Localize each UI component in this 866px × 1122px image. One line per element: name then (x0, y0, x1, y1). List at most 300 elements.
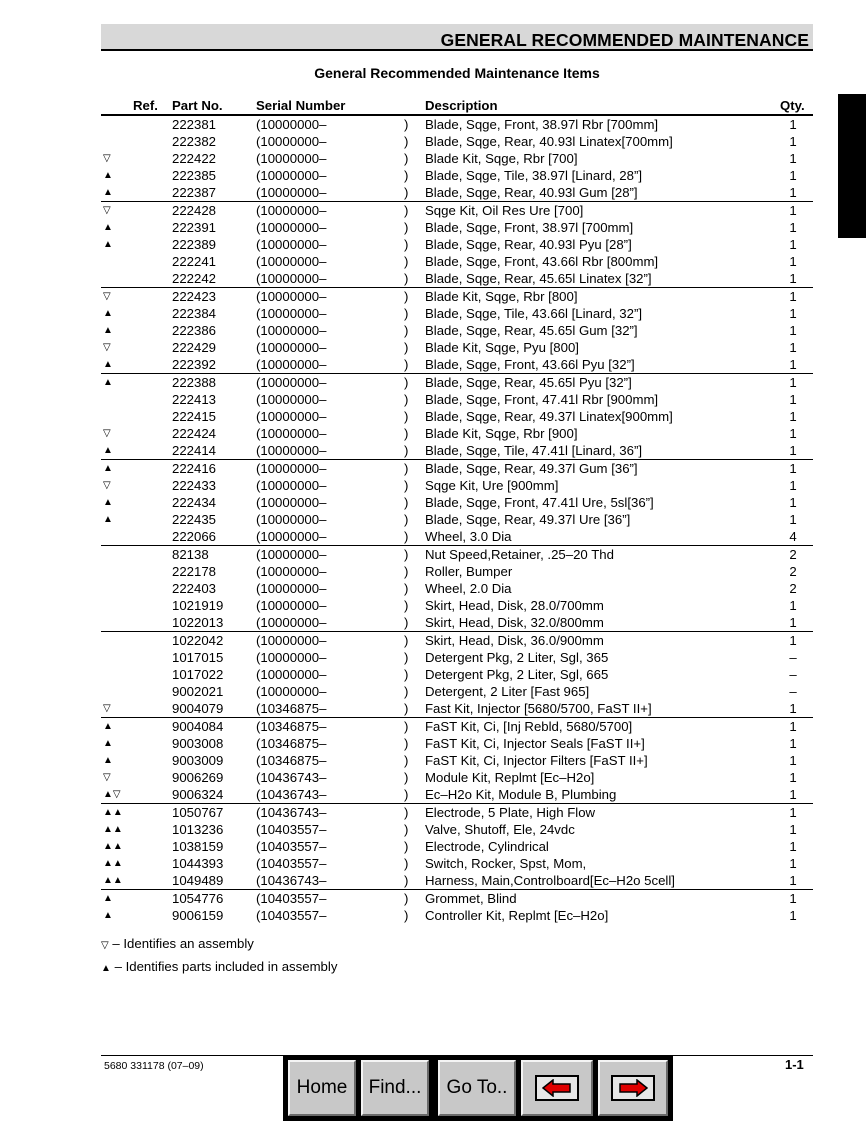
quantity: 1 (789, 117, 797, 132)
legend-assembly (101, 936, 254, 951)
quantity: 1 (789, 409, 797, 424)
ref-symbol: ▲ (103, 187, 113, 198)
description: Skirt, Head, Disk, 36.0/900mm (425, 633, 604, 648)
table-row (101, 511, 813, 528)
serial-close: ) (404, 719, 409, 734)
table-row (101, 477, 813, 494)
serial-number: (10403557– (256, 856, 327, 871)
serial-number: (10000000– (256, 684, 327, 699)
serial-number: (10403557– (256, 822, 327, 837)
description: Blade, Sqge, Front, 38.97l Rbr [700mm] (425, 117, 659, 132)
description: Blade, Sqge, Rear, 40.93l Gum [28”] (425, 185, 638, 200)
home-button[interactable]: Home (288, 1060, 356, 1116)
serial-close: ) (404, 547, 409, 562)
quantity: 1 (789, 323, 797, 338)
ref-symbol: ▲ (103, 377, 113, 388)
part-number: 222392 (172, 357, 217, 372)
table-row (101, 425, 813, 442)
serial-close: ) (404, 529, 409, 544)
ref-symbol: ▲ (103, 514, 113, 525)
serial-number: (10000000– (256, 340, 327, 355)
ref-symbol: ▲ (103, 359, 113, 370)
ref-symbol: ▽ (103, 428, 111, 439)
quantity: 1 (789, 822, 797, 837)
description: Blade, Sqge, Tile, 43.66l [Linard, 32”] (425, 306, 643, 321)
quantity: 1 (789, 753, 797, 768)
description: Blade, Sqge, Front, 47.41l Ure, 5sl[36”] (425, 495, 654, 510)
serial-number: (10403557– (256, 839, 327, 854)
ref-symbol: ▽ (103, 480, 111, 491)
quantity: 1 (789, 736, 797, 751)
quantity: 1 (789, 271, 797, 286)
description: Blade, Sqge, Rear, 45.65l Pyu [32”] (425, 375, 632, 390)
table-row (101, 838, 813, 855)
part-number: 222382 (172, 134, 217, 149)
serial-number: (10000000– (256, 254, 327, 269)
serial-close: ) (404, 426, 409, 441)
serial-number: (10346875– (256, 736, 327, 751)
serial-close: ) (404, 753, 409, 768)
serial-number: (10346875– (256, 753, 327, 768)
part-number: 222384 (172, 306, 217, 321)
table-row (101, 700, 813, 717)
description: Wheel, 3.0 Dia (425, 529, 512, 544)
quantity: 1 (789, 719, 797, 734)
quantity: – (789, 667, 797, 682)
description: Detergent Pkg, 2 Liter, Sgl, 365 (425, 650, 609, 665)
document-number: 5680 331178 (07–09) (104, 1060, 204, 1072)
quantity: 1 (789, 185, 797, 200)
serial-number: (10436743– (256, 805, 327, 820)
quantity: 1 (789, 461, 797, 476)
serial-number: (10436743– (256, 787, 327, 802)
ref-symbol: ▲▲ (103, 824, 123, 835)
description: Blade, Sqge, Rear, 45.65l Gum [32”] (425, 323, 638, 338)
part-number: 222178 (172, 564, 217, 579)
part-number: 1017015 (172, 650, 224, 665)
ref-symbol: ▲ (103, 445, 113, 456)
table-row (101, 184, 813, 201)
serial-close: ) (404, 478, 409, 493)
table-row (101, 907, 813, 924)
table-row (101, 133, 813, 150)
serial-close: ) (404, 787, 409, 802)
quantity: – (789, 650, 797, 665)
description: Module Kit, Replmt [Ec–H2o] (425, 770, 595, 785)
table-row (101, 442, 813, 459)
part-number: 222385 (172, 168, 217, 183)
part-number: 1021919 (172, 598, 224, 613)
serial-number: (10000000– (256, 426, 327, 441)
ref-symbol: ▲ (103, 738, 113, 749)
part-number: 1022013 (172, 615, 224, 630)
quantity: 2 (789, 581, 797, 596)
part-number: 222389 (172, 237, 217, 252)
ref-symbol: ▲▲ (103, 858, 123, 869)
description: Sqge Kit, Ure [900mm] (425, 478, 559, 493)
serial-close: ) (404, 736, 409, 751)
quantity: 1 (789, 633, 797, 648)
part-number: 222433 (172, 478, 217, 493)
ref-symbol: ▽ (103, 342, 111, 353)
part-number: 1038159 (172, 839, 224, 854)
table-row (101, 391, 813, 408)
part-number: 9004084 (172, 719, 224, 734)
table-row (101, 494, 813, 511)
serial-number: (10000000– (256, 185, 327, 200)
description: Blade Kit, Sqge, Rbr [700] (425, 151, 578, 166)
table-row (101, 855, 813, 872)
ref-symbol: ▲ (103, 222, 113, 233)
description: Harness, Main,Controlboard[Ec–H2o 5cell] (425, 873, 675, 888)
table-row (101, 167, 813, 184)
quantity: 1 (789, 426, 797, 441)
table-row (101, 219, 813, 236)
description: FaST Kit, Ci, Injector Seals [FaST II+] (425, 736, 645, 751)
serial-number: (10346875– (256, 701, 327, 716)
quantity: 1 (789, 254, 797, 269)
description: Blade, Sqge, Tile, 38.97l [Linard, 28”] (425, 168, 643, 183)
ref-symbol: ▲▲ (103, 807, 123, 818)
part-number: 9002021 (172, 684, 224, 699)
table-row (101, 287, 813, 305)
serial-close: ) (404, 409, 409, 424)
ref-symbol: ▲▲ (103, 841, 123, 852)
serial-close: ) (404, 203, 409, 218)
quantity: 1 (789, 443, 797, 458)
assembly-symbol-icon: ▽ (101, 940, 109, 951)
serial-close: ) (404, 306, 409, 321)
serial-number: (10000000– (256, 323, 327, 338)
quantity: 1 (789, 512, 797, 527)
col-part-no: Part No. (172, 98, 223, 113)
description: Valve, Shutoff, Ele, 24vdc (425, 822, 575, 837)
serial-number: (10000000– (256, 443, 327, 458)
table-row (101, 322, 813, 339)
serial-close: ) (404, 667, 409, 682)
serial-close: ) (404, 615, 409, 630)
table-row (101, 889, 813, 907)
serial-close: ) (404, 701, 409, 716)
serial-number: (10000000– (256, 289, 327, 304)
part-symbol-icon: ▲ (101, 963, 111, 974)
serial-close: ) (404, 134, 409, 149)
table-row (101, 666, 813, 683)
part-number: 222381 (172, 117, 217, 132)
table-row (101, 236, 813, 253)
table-row (101, 339, 813, 356)
description: Blade, Sqge, Front, 38.97l [700mm] (425, 220, 634, 235)
table-row (101, 769, 813, 786)
serial-number: (10000000– (256, 151, 327, 166)
part-number: 222387 (172, 185, 217, 200)
serial-close: ) (404, 856, 409, 871)
serial-number: (10000000– (256, 461, 327, 476)
part-number: 222066 (172, 529, 217, 544)
quantity: 1 (789, 151, 797, 166)
serial-close: ) (404, 633, 409, 648)
serial-close: ) (404, 151, 409, 166)
serial-close: ) (404, 461, 409, 476)
section-subtitle: General Recommended Maintenance Items (314, 65, 600, 81)
serial-number: (10000000– (256, 529, 327, 544)
description: Detergent, 2 Liter [Fast 965] (425, 684, 590, 699)
table-row (101, 528, 813, 545)
serial-close: ) (404, 289, 409, 304)
part-number: 222386 (172, 323, 217, 338)
serial-close: ) (404, 375, 409, 390)
serial-close: ) (404, 495, 409, 510)
serial-number: (10000000– (256, 667, 327, 682)
ref-symbol: ▲ (103, 721, 113, 732)
serial-number: (10000000– (256, 478, 327, 493)
table-row (101, 408, 813, 425)
serial-number: (10000000– (256, 357, 327, 372)
ref-symbol: ▲▽ (103, 789, 121, 800)
part-number: 222414 (172, 443, 217, 458)
quantity: 1 (789, 289, 797, 304)
ref-symbol: ▲ (103, 308, 113, 319)
table-row (101, 545, 813, 563)
table-row (101, 115, 813, 133)
quantity: 1 (789, 873, 797, 888)
legend-parts (101, 959, 337, 974)
quantity: 1 (789, 701, 797, 716)
serial-close: ) (404, 168, 409, 183)
legend-parts-text: – Identifies parts included in assembly (114, 959, 338, 974)
serial-number: (10000000– (256, 598, 327, 613)
part-number: 222391 (172, 220, 217, 235)
serial-number: (10000000– (256, 650, 327, 665)
serial-close: ) (404, 822, 409, 837)
quantity: 1 (789, 856, 797, 871)
part-number: 82138 (172, 547, 209, 562)
part-number: 222242 (172, 271, 217, 286)
part-number: 1044393 (172, 856, 224, 871)
part-number: 222424 (172, 426, 217, 441)
description: Blade, Sqge, Tile, 47.41l [Linard, 36”] (425, 443, 643, 458)
table-row (101, 597, 813, 614)
serial-close: ) (404, 185, 409, 200)
description: Blade, Sqge, Front, 43.66l Pyu [32”] (425, 357, 635, 372)
part-number: 9006269 (172, 770, 224, 785)
part-number: 222423 (172, 289, 217, 304)
table-row (101, 150, 813, 167)
description: Ec–H2o Kit, Module B, Plumbing (425, 787, 617, 802)
serial-number: (10000000– (256, 117, 327, 132)
quantity: 1 (789, 908, 797, 923)
part-number: 9006159 (172, 908, 224, 923)
serial-number: (10436743– (256, 873, 327, 888)
serial-number: (10000000– (256, 203, 327, 218)
serial-number: (10000000– (256, 547, 327, 562)
part-number: 222428 (172, 203, 217, 218)
description: Blade, Sqge, Rear, 49.37l Linatex[900mm] (425, 409, 673, 424)
ref-symbol: ▲▲ (103, 875, 123, 886)
serial-number: (10000000– (256, 134, 327, 149)
serial-number: (10000000– (256, 615, 327, 630)
part-number: 222434 (172, 495, 217, 510)
navigation-bar (283, 1055, 673, 1121)
serial-close: ) (404, 650, 409, 665)
quantity: 4 (789, 529, 797, 544)
description: Roller, Bumper (425, 564, 513, 579)
part-number: 222241 (172, 254, 217, 269)
quantity: – (789, 684, 797, 699)
description: Blade, Sqge, Rear, 49.37l Gum [36”] (425, 461, 638, 476)
quantity: 2 (789, 547, 797, 562)
parts-table (101, 115, 813, 924)
serial-number: (10000000– (256, 168, 327, 183)
serial-close: ) (404, 237, 409, 252)
table-row (101, 270, 813, 287)
quantity: 1 (789, 787, 797, 802)
quantity: 1 (789, 478, 797, 493)
ref-symbol: ▲ (103, 325, 113, 336)
description: Blade, Sqge, Rear, 40.93l Pyu [28”] (425, 237, 632, 252)
description: Sqge Kit, Oil Res Ure [700] (425, 203, 584, 218)
serial-number: (10000000– (256, 375, 327, 390)
description: Blade, Sqge, Front, 47.41l Rbr [900mm] (425, 392, 659, 407)
ref-symbol: ▲ (103, 463, 113, 474)
serial-number: (10000000– (256, 306, 327, 321)
table-row (101, 373, 813, 391)
quantity: 1 (789, 168, 797, 183)
description: Blade, Sqge, Rear, 45.65l Linatex [32”] (425, 271, 652, 286)
part-number: 9003008 (172, 736, 224, 751)
next-page-button[interactable] (598, 1060, 668, 1116)
serial-close: ) (404, 357, 409, 372)
page-number: 1-1 (785, 1057, 804, 1072)
serial-close: ) (404, 392, 409, 407)
serial-close: ) (404, 839, 409, 854)
table-row (101, 305, 813, 322)
table-row (101, 821, 813, 838)
ref-symbol: ▽ (103, 153, 111, 164)
col-ref: Ref. (133, 98, 158, 113)
description: Detergent Pkg, 2 Liter, Sgl, 665 (425, 667, 609, 682)
part-number: 222415 (172, 409, 217, 424)
table-row (101, 752, 813, 769)
description: Switch, Rocker, Spst, Mom, (425, 856, 587, 871)
arrow-right-icon (611, 1075, 655, 1101)
description: Blade, Sqge, Rear, 49.37l Ure [36”] (425, 512, 631, 527)
description: Skirt, Head, Disk, 32.0/800mm (425, 615, 604, 630)
description: Fast Kit, Injector [5680/5700, FaST II+] (425, 701, 652, 716)
part-number: 222435 (172, 512, 217, 527)
quantity: 1 (789, 237, 797, 252)
part-number: 1017022 (172, 667, 224, 682)
quantity: 2 (789, 564, 797, 579)
quantity: 1 (789, 306, 797, 321)
table-row (101, 683, 813, 700)
description: Nut Speed,Retainer, .25–20 Thd (425, 547, 614, 562)
ref-symbol: ▲ (103, 910, 113, 921)
description: Blade, Sqge, Rear, 40.93l Linatex[700mm] (425, 134, 673, 149)
serial-close: ) (404, 443, 409, 458)
table-row (101, 717, 813, 735)
table-row (101, 459, 813, 477)
description: Blade Kit, Sqge, Rbr [800] (425, 289, 578, 304)
ref-symbol: ▽ (103, 703, 111, 714)
serial-number: (10403557– (256, 891, 327, 906)
table-row (101, 803, 813, 821)
part-number: 222413 (172, 392, 217, 407)
legend-assembly-text: – Identifies an assembly (112, 936, 254, 951)
description: FaST Kit, Ci, [Inj Rebld, 5680/5700] (425, 719, 633, 734)
ref-symbol: ▽ (103, 772, 111, 783)
description: Blade Kit, Sqge, Rbr [900] (425, 426, 578, 441)
serial-close: ) (404, 271, 409, 286)
table-row (101, 253, 813, 270)
serial-number: (10346875– (256, 719, 327, 734)
table-row (101, 786, 813, 803)
serial-close: ) (404, 873, 409, 888)
table-row (101, 563, 813, 580)
serial-number: (10000000– (256, 271, 327, 286)
serial-close: ) (404, 805, 409, 820)
description: Blade Kit, Sqge, Pyu [800] (425, 340, 579, 355)
serial-close: ) (404, 564, 409, 579)
serial-close: ) (404, 117, 409, 132)
table-row (101, 580, 813, 597)
part-number: 222388 (172, 375, 217, 390)
part-number: 9004079 (172, 701, 224, 716)
serial-number: (10000000– (256, 220, 327, 235)
table-row (101, 649, 813, 666)
part-number: 222422 (172, 151, 217, 166)
col-serial: Serial Number (256, 98, 346, 113)
ref-symbol: ▲ (103, 755, 113, 766)
serial-close: ) (404, 581, 409, 596)
serial-number: (10000000– (256, 409, 327, 424)
serial-number: (10000000– (256, 237, 327, 252)
find-button[interactable]: Find... (361, 1060, 429, 1116)
ref-symbol: ▲ (103, 239, 113, 250)
serial-number: (10000000– (256, 633, 327, 648)
col-description: Description (425, 98, 498, 113)
quantity: 1 (789, 375, 797, 390)
part-number: 222429 (172, 340, 217, 355)
ref-symbol: ▲ (103, 170, 113, 181)
serial-number: (10436743– (256, 770, 327, 785)
description: Electrode, Cylindrical (425, 839, 549, 854)
ref-symbol: ▽ (103, 291, 111, 302)
section-tab-marker (838, 94, 866, 238)
description: FaST Kit, Ci, Injector Filters [FaST II+] (425, 753, 648, 768)
serial-close: ) (404, 908, 409, 923)
serial-close: ) (404, 891, 409, 906)
serial-close: ) (404, 684, 409, 699)
quantity: 1 (789, 340, 797, 355)
part-number: 222403 (172, 581, 217, 596)
serial-close: ) (404, 770, 409, 785)
quantity: 1 (789, 615, 797, 630)
serial-close: ) (404, 512, 409, 527)
part-number: 1054776 (172, 891, 224, 906)
part-number: 9003009 (172, 753, 224, 768)
quantity: 1 (789, 220, 797, 235)
ref-symbol: ▽ (103, 205, 111, 216)
serial-close: ) (404, 598, 409, 613)
previous-page-button[interactable] (521, 1060, 593, 1116)
serial-number: (10000000– (256, 392, 327, 407)
part-number: 9006324 (172, 787, 224, 802)
quantity: 1 (789, 495, 797, 510)
description: Wheel, 2.0 Dia (425, 581, 512, 596)
serial-number: (10000000– (256, 581, 327, 596)
goto-button[interactable]: Go To.. (438, 1060, 516, 1116)
